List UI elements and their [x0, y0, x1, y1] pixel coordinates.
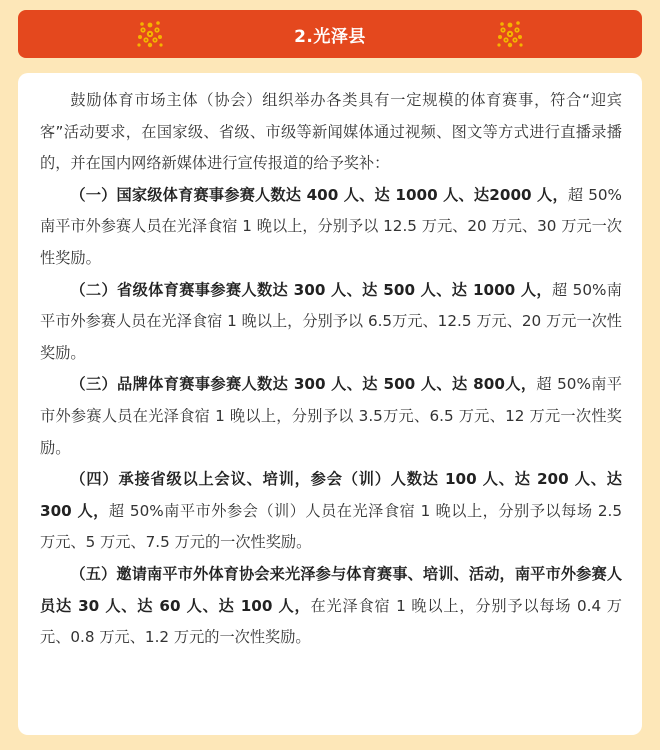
section-title: 2.光泽县	[294, 26, 366, 47]
policy-item-body: 超 50%南平市外参会（训）人员在光泽食宿 1 晚以上，分别予以每场 2.5 万元、5 万元、7.5 万元的一次性奖励。	[40, 501, 622, 552]
flower-ornament-icon	[492, 16, 528, 52]
policy-item-2	[40, 275, 622, 370]
policy-text	[40, 85, 622, 654]
policy-item-heading: （三）品牌体育赛事参赛人数达 300 人、达 500 人、达 800人，	[70, 375, 537, 394]
policy-item-1	[40, 180, 622, 275]
policy-item-3	[40, 369, 622, 464]
policy-item-body: 超 50%南平市外参赛人员在光泽食宿 1 晚以上，分别予以 6.5万元、12.5 万元、20 万元一次性奖励。	[40, 280, 622, 362]
policy-item-4	[40, 464, 622, 559]
policy-item-heading: （一）国家级体育赛事参赛人数达 400 人、达 1000 人、达2000 人，	[70, 185, 568, 204]
policy-item-5	[40, 559, 622, 654]
policy-item-body: 超 50%南平市外参赛人员在光泽食宿 1 晚以上，分别予以 12.5 万元、20 万元、30 万元一次性奖励。	[40, 185, 622, 267]
policy-item-body: 超 50%南平市外参赛人员在光泽食宿 1 晚以上，分别予以 3.5万元、6.5 万元、12 万元一次性奖励。	[40, 375, 622, 457]
flower-ornament-icon	[132, 16, 168, 52]
policy-item-heading: （五）邀请南平市外体育协会来光泽参与体育赛事、培训、活动，南平市外参赛人员达 30 人、达 60 人、达 100 人，	[40, 564, 622, 615]
policy-item-heading: （四）承接省级以上会议、培训，参会（训）人数达 100 人、达 200 人、达 300 人，	[40, 470, 622, 520]
policy-item-body: 在光泽食宿 1 晚以上，分别予以每场 0.4 万元、0.8 万元、1.2 万元的一次性奖励。	[40, 596, 622, 647]
section-header-banner	[18, 10, 642, 58]
policy-content-card	[18, 73, 642, 735]
policy-item-heading: （二）省级体育赛事参赛人数达 300 人、达 500 人、达 1000 人，	[70, 280, 552, 299]
intro-paragraph: 鼓励体育市场主体（协会）组织举办各类具有一定规模的体育赛事，符合“迎宾客”活动要求，在国家级、省级、市级等新闻媒体通过视频、图文等方式进行直播录播的，并在国内网络新媒体进行宣传报道的给予奖补：	[40, 91, 622, 173]
